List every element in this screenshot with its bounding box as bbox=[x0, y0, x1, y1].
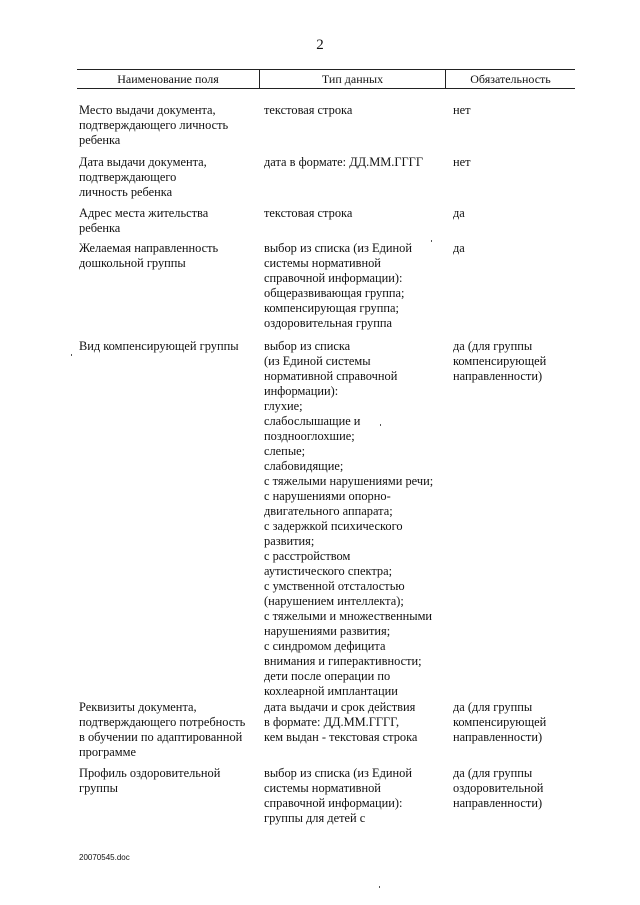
column-header-required: Обязательность bbox=[470, 72, 551, 86]
scan-speck bbox=[379, 886, 380, 888]
scan-speck bbox=[380, 424, 381, 426]
table-top-rule bbox=[77, 69, 575, 70]
required-cell: нет bbox=[453, 155, 471, 169]
data-type-cell: выбор из списка (из Единой системы нормативной справочной информации): общеразвивающая группа; компенсирующая группа; оздоровительная группа bbox=[264, 241, 412, 330]
field-name-cell: Дата выдачи документа, подтверждающего личность ребенка bbox=[79, 155, 207, 199]
data-type-cell: выбор из списка (из Единой системы нормативной справочной информации): глухие; слабослышащие и позднооглохшие; слепые; слабовидящие; с тяжелыми нарушениями речи; с нарушениями опорно- двигательного аппарата; с задержкой психического развития; с расстройством аутистического спектра; с умственной отсталостью (нарушением интеллекта); с тяжелыми и множественными нарушениями развития; с синдромом дефицита внимания и гиперактивности; дети после операции по кохлеарной имплантации bbox=[264, 339, 434, 698]
scan-speck bbox=[71, 354, 72, 356]
scan-speck bbox=[431, 240, 432, 242]
data-type-cell: текстовая строка bbox=[264, 103, 353, 117]
page-number: 2 bbox=[316, 37, 324, 53]
required-cell: да bbox=[453, 241, 465, 255]
field-name-cell: Место выдачи документа, подтверждающего личность ребенка bbox=[79, 103, 229, 147]
field-name-cell: Вид компенсирующей группы bbox=[79, 339, 239, 353]
required-cell: нет bbox=[453, 103, 471, 117]
column-header-data-type: Тип данных bbox=[321, 72, 384, 86]
field-name-cell: Реквизиты документа, подтверждающего потребность в обучении по адаптированной программе bbox=[79, 700, 246, 759]
required-cell: да (для группы оздоровительной направленности) bbox=[453, 766, 544, 810]
file-name-footer: 20070545.doc bbox=[79, 853, 130, 862]
column-header-field-name: Наименование поля bbox=[117, 72, 219, 86]
field-name-cell: Адрес места жительства ребенка bbox=[79, 206, 209, 235]
field-name-cell: Профиль оздоровительной группы bbox=[79, 766, 221, 795]
field-name-cell: Желаемая направленность дошкольной группы bbox=[79, 241, 219, 270]
table-header-rule bbox=[77, 88, 575, 89]
data-type-cell: текстовая строка bbox=[264, 206, 353, 220]
data-type-cell: дата в формате: ДД.ММ.ГГГГ bbox=[264, 155, 424, 169]
data-type-cell: выбор из списка (из Единой системы нормативной справочной информации): группы для детей с bbox=[264, 766, 412, 825]
required-cell: да (для группы компенсирующей направленности) bbox=[453, 339, 547, 383]
required-cell: да (для группы компенсирующей направленности) bbox=[453, 700, 547, 744]
required-cell: да bbox=[453, 206, 465, 220]
data-type-cell: дата выдачи и срок действия в формате: ДД.ММ.ГГГГ, кем выдан - текстовая строка bbox=[264, 700, 418, 744]
